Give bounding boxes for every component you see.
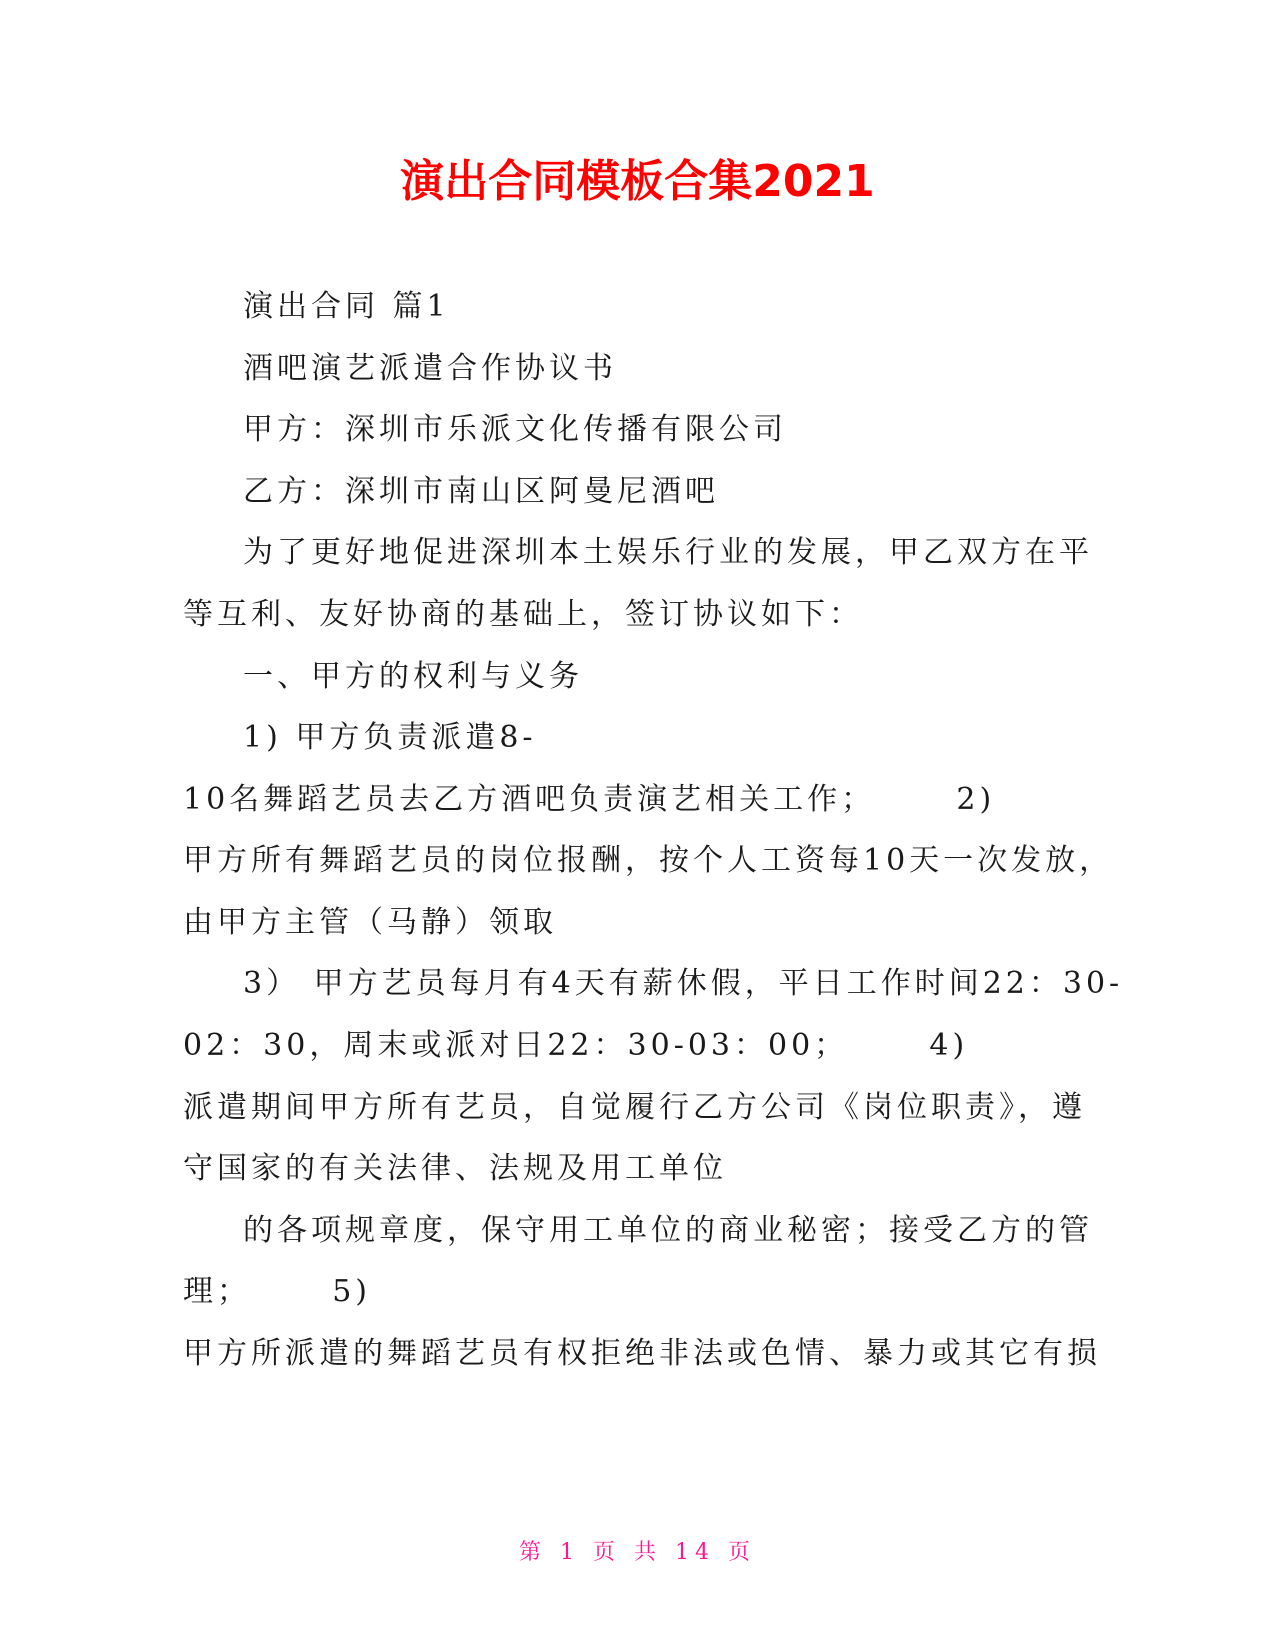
paragraph-line: 乙方：深圳市南山区阿曼尼酒吧 — [243, 474, 719, 509]
paragraph-line: 甲方所有舞蹈艺员的岗位报酬，按个人工资每10天一次发放， — [183, 843, 1114, 878]
paragraph-line: 甲方：深圳市乐派文化传播有限公司 — [243, 412, 787, 447]
paragraph-line: 等互利、友好协商的基础上，签订协议如下： — [183, 597, 863, 632]
paragraph-line: 3） 甲方艺员每月有4天有薪休假，平日工作时间22：30- — [243, 966, 1124, 1001]
paragraph-line: 1) 甲方负责派遣8- — [243, 720, 537, 755]
page-title: 演出合同模板合集2021 — [400, 156, 875, 207]
paragraph-line: 的各项规章度，保守用工单位的商业秘密；接受乙方的管 — [243, 1213, 1093, 1248]
paragraph-line: 守国家的有关法律、法规及用工单位 — [183, 1151, 727, 1186]
paragraph-line: 派遣期间甲方所有艺员，自觉履行乙方公司《岗位职责》，遵 — [183, 1090, 1086, 1125]
paragraph-line: 酒吧演艺派遣合作协议书 — [243, 351, 617, 386]
paragraph-line: 演出合同 篇1 — [243, 289, 450, 324]
paragraph-line: 一、甲方的权利与义务 — [243, 659, 583, 694]
paragraph-line: 由甲方主管（马静）领取 — [183, 905, 557, 940]
page-footer: 第 1 页 共 14 页 — [519, 1540, 756, 1565]
paragraph-line: 为了更好地促进深圳本土娱乐行业的发展，甲乙双方在平 — [243, 535, 1093, 570]
paragraph-line: 02：30，周末或派对日22：30-03：00； 4) — [183, 1028, 969, 1063]
paragraph-line: 10名舞蹈艺员去乙方酒吧负责演艺相关工作； 2) — [183, 782, 996, 817]
paragraph-line: 甲方所派遣的舞蹈艺员有权拒绝非法或色情、暴力或其它有损 — [183, 1336, 1101, 1371]
paragraph-line: 理； 5) — [183, 1274, 372, 1309]
